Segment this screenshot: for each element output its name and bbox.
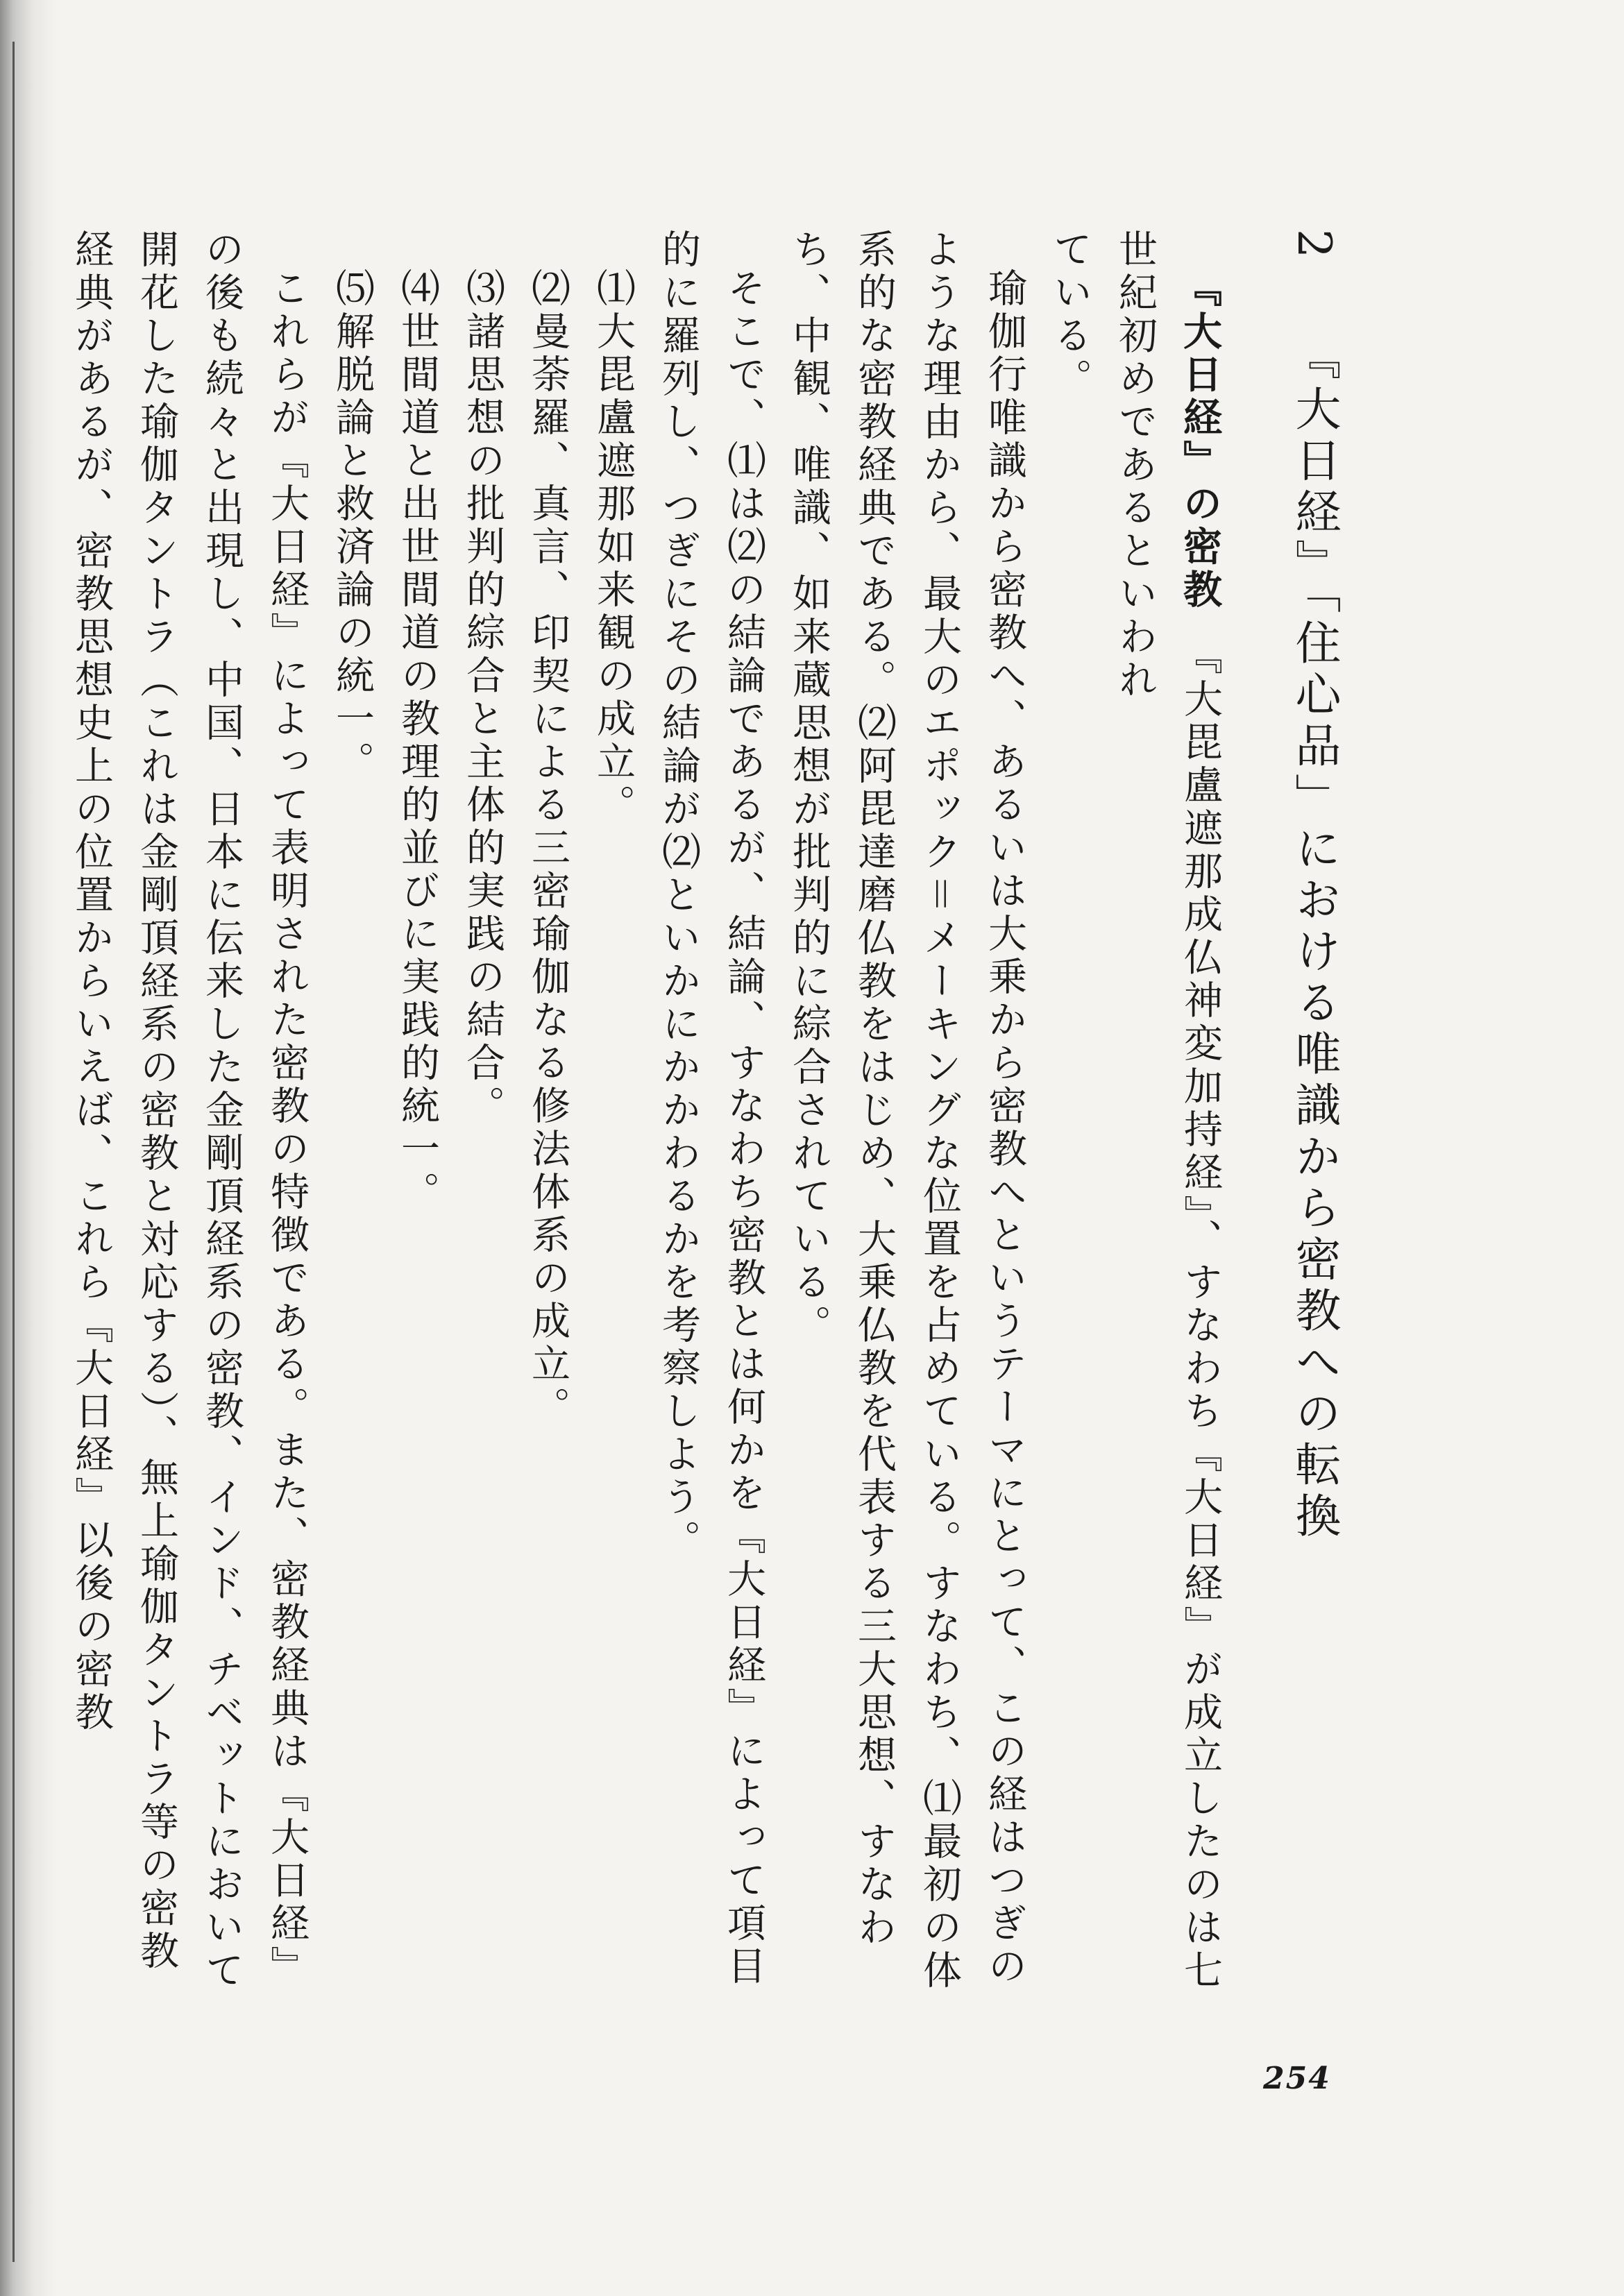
scan-edge-shadow xyxy=(0,0,56,2296)
scan-edge-line xyxy=(12,42,15,2262)
section-intro-text: 『大毘盧遮那成仏神変加持経』、すなわち『大日経』が成立したのは七世紀初めであるといわれ xyxy=(1113,229,1223,1993)
list-item-3: ⑶諸思想の批判的綜合と主体的実践の結合。 xyxy=(460,268,505,1128)
list-item-2: ⑵曼荼羅、真言、印契による三密瑜伽なる修法体系の成立。 xyxy=(525,268,570,1429)
paragraph-1: 瑜伽行唯識から密教へ、あるいは大乗から密教へというテーマにとって、この経はつぎのような理由から、最大のエポック＝メーキングな位置を占めている。すなわち、⑴最初の体系的な密教経典である。⑵阿毘達磨仏教をはじめ、大乗仏教を代表する三大思想、すなわち、中観、唯識、如来蔵思想が批判的に綜合されている。 xyxy=(786,229,1027,1993)
paragraph-continuation: ている。 xyxy=(1047,229,1092,401)
chapter-title xyxy=(1281,229,1346,2005)
list-item-1: ⑴大毘盧遮那如来観の成立。 xyxy=(591,268,636,827)
list-item-4: ⑷世間道と出世間道の教理的並びに実践的統一。 xyxy=(395,268,440,1214)
chapter-number: 2 xyxy=(1287,229,1341,264)
vertical-text-body xyxy=(69,229,1346,2005)
page-number: 254 xyxy=(1263,2061,1331,2096)
list-item-5: ⑸解脱論と救済論の統一。 xyxy=(330,268,375,784)
chapter-title-text: 『大日経』「住心品」における唯識から密教への転換 xyxy=(1287,357,1341,1543)
section-heading: 『大日経』の密教 xyxy=(1177,268,1223,612)
paragraph-2: そこで、⑴は⑵の結論であるが、結論、すなわち密教とは何かを『大日経』によって項目的に羅列し、つぎにその結論が⑵といかにかかわるかを考察しよう。 xyxy=(656,229,766,1989)
paragraph-3: これらが『大日経』によって表明された密教の特徴である。また、密教経典は『大日経』の後も続々と出現し、中国、日本に伝来した金剛頂経系の密教、インド、チベットにおいて開花した瑜伽タントラ（これは金剛頂経系の密教と対応する）、無上瑜伽タントラ等の密教経典があるが、密教思想史上の位置からいえば、これら『大日経』以後の密教 xyxy=(69,229,310,1993)
section-paragraph xyxy=(1102,229,1233,2005)
